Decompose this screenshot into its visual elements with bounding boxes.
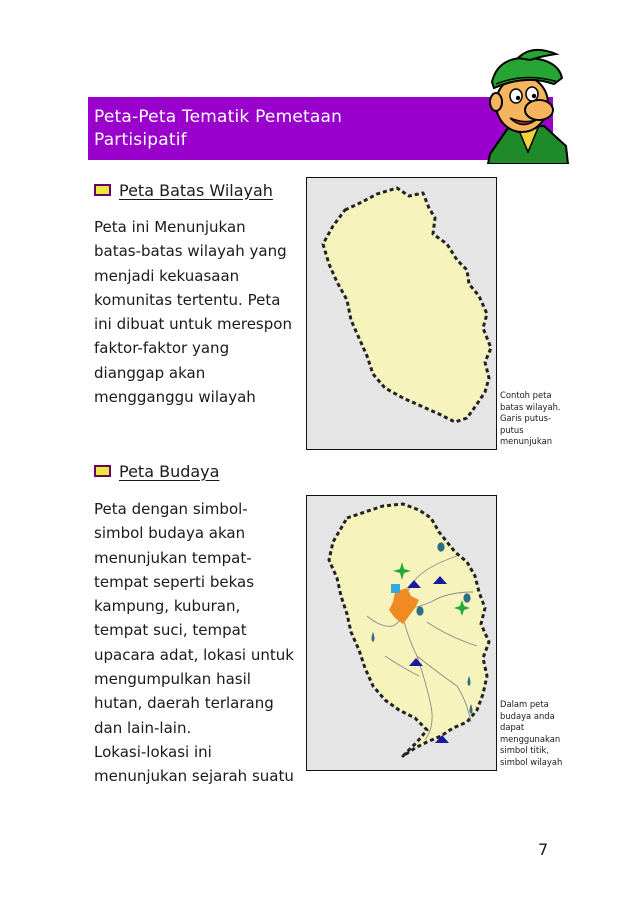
paragraph-batas-wilayah: Peta ini Menunjukan batas-batas wilayah yang menjadi kekuasaan komunitas tertentu. Peta ini dibuat untuk merespon faktor-faktor yang dianggap akan mengganggu wilayah [94,218,292,407]
section-heading-batas-wilayah [94,178,273,202]
heading-text: Peta Batas Wilayah [119,180,273,200]
cultural-map-icon [307,496,498,772]
section-heading-budaya [94,459,219,483]
page-number: 7 [538,840,549,859]
yellow-square-bullet-icon [94,184,111,196]
heading-text: Peta Budaya [119,461,220,481]
caption-batas-wilayah: Contoh peta batas wilayah. Garis putus- putus menunjukan [497,388,563,450]
boundary-map-icon [307,178,498,451]
yellow-square-bullet-icon [94,465,111,477]
caption-budaya: Dalam peta budaya anda dapat menggunakan simbol titik, simbol wilayah [497,697,565,771]
cultural-map [306,495,497,771]
banner-title: Peta-Peta Tematik Pemetaan Partisipatif [94,107,343,150]
cartoon-man-green-hat-icon [482,44,576,164]
boundary-map [306,177,497,450]
paragraph-budaya: Peta dengan simbol- simbol budaya akan menunjukan tempat- tempat seperti bekas kampung, kuburan, tempat suci, tempat upacara adat, lokasi untuk mengumpulkan hasil hutan, daerah terlarang dan lain-lain. Lokasi-lokasi ini menunjukan sejarah suatu [94,500,294,786]
